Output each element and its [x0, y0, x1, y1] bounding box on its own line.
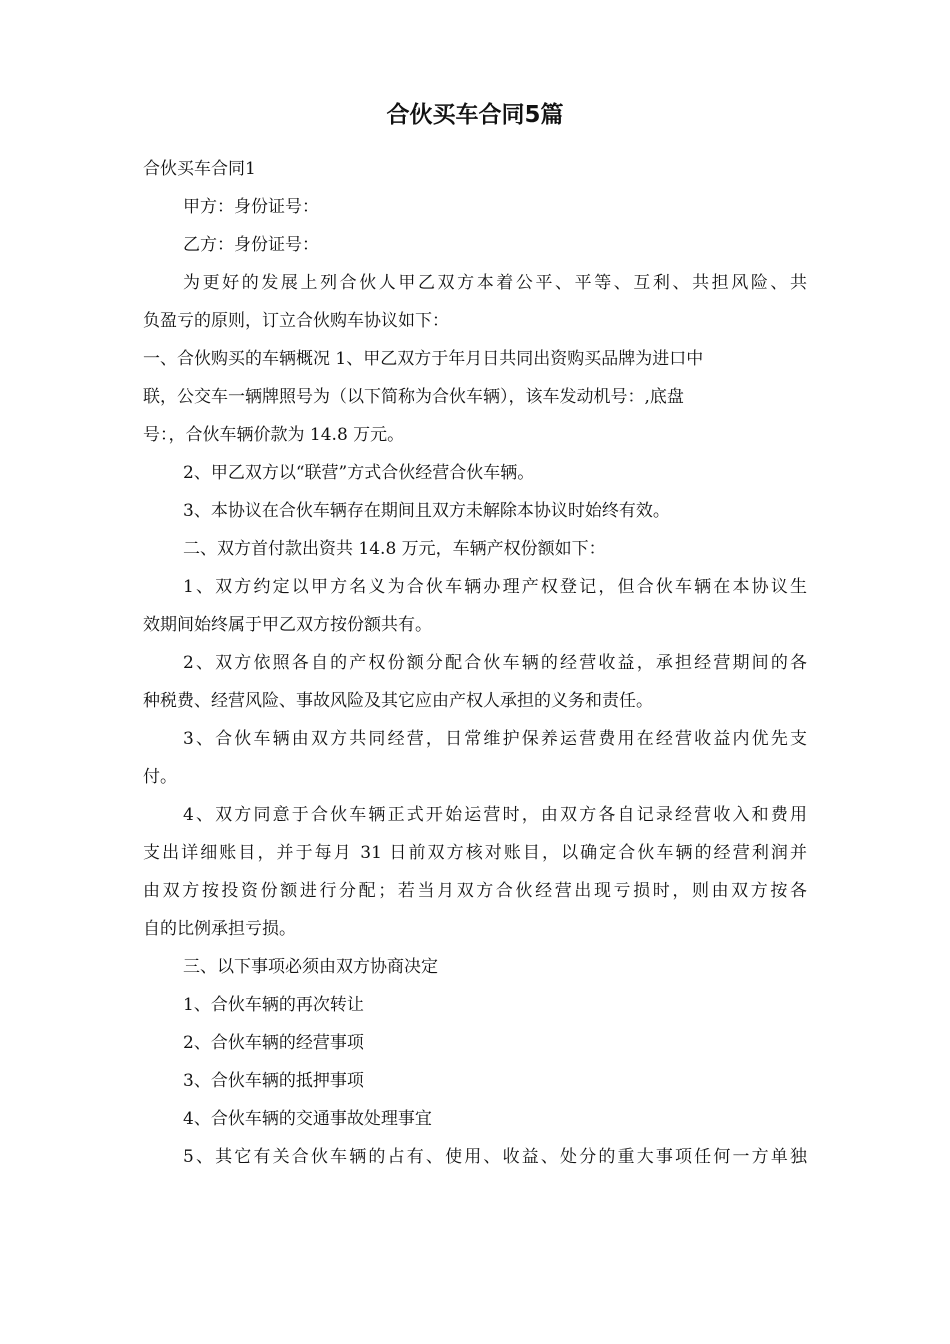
text-line: 负盈亏的原则，订立合伙购车协议如下：	[143, 311, 449, 331]
text-line: 由双方按投资份额进行分配；若当月双方合伙经营出现亏损时，则由双方按各	[143, 881, 807, 901]
text-line: 2、甲乙双方以“联营”方式合伙经营合伙车辆。	[183, 463, 535, 483]
text-line: 号：，合伙车辆价款为 14.8 万元。	[143, 425, 405, 445]
text-line: 4、合伙车辆的交通事故处理事宜	[183, 1109, 432, 1129]
text-line: 2、双方依照各自的产权份额分配合伙车辆的经营收益，承担经营期间的各	[183, 653, 807, 673]
text-line: 一、合伙购买的车辆概况 1、甲乙双方于年月日共同出资购买品牌为进口中	[143, 349, 704, 369]
text-line: 自的比例承担亏损。	[143, 919, 296, 939]
text-line: 联，公交车一辆牌照号为（以下简称为合伙车辆），该车发动机号：,底盘	[143, 387, 684, 407]
text-line: 种税费、经营风险、事故风险及其它应由产权人承担的义务和责任。	[143, 691, 653, 711]
text-line: 支出详细账目，并于每月 31 日前双方核对账目，以确定合伙车辆的经营利润并	[143, 843, 807, 863]
text-line: 1、合伙车辆的再次转让	[183, 995, 364, 1015]
text-line: 甲方：身份证号：	[183, 197, 319, 217]
text-line: 合伙买车合同1	[143, 159, 256, 179]
text-line: 3、合伙车辆由双方共同经营，日常维护保养运营费用在经营收益内优先支	[183, 729, 807, 749]
document-body	[143, 150, 807, 1176]
text-line: 付。	[143, 767, 177, 787]
text-line: 5、其它有关合伙车辆的占有、使用、收益、处分的重大事项任何一方单独	[183, 1147, 807, 1167]
text-line: 效期间始终属于甲乙双方按份额共有。	[143, 615, 432, 635]
text-line: 为更好的发展上列合伙人甲乙双方本着公平、平等、互利、共担风险、共	[183, 273, 807, 293]
document-title: 合伙买车合同5篇	[386, 102, 564, 128]
text-line: 1、双方约定以甲方名义为合伙车辆办理产权登记，但合伙车辆在本协议生	[183, 577, 807, 597]
text-line: 二、双方首付款出资共 14.8 万元，车辆产权份额如下：	[183, 539, 606, 559]
text-line: 4、双方同意于合伙车辆正式开始运营时，由双方各自记录经营收入和费用	[183, 805, 807, 825]
text-line: 三、以下事项必须由双方协商决定	[183, 957, 438, 977]
text-line: 乙方：身份证号：	[183, 235, 319, 255]
text-line: 3、本协议在合伙车辆存在期间且双方未解除本协议时始终有效。	[183, 501, 670, 521]
text-line: 3、合伙车辆的抵押事项	[183, 1071, 364, 1091]
text-line: 2、合伙车辆的经营事项	[183, 1033, 364, 1053]
